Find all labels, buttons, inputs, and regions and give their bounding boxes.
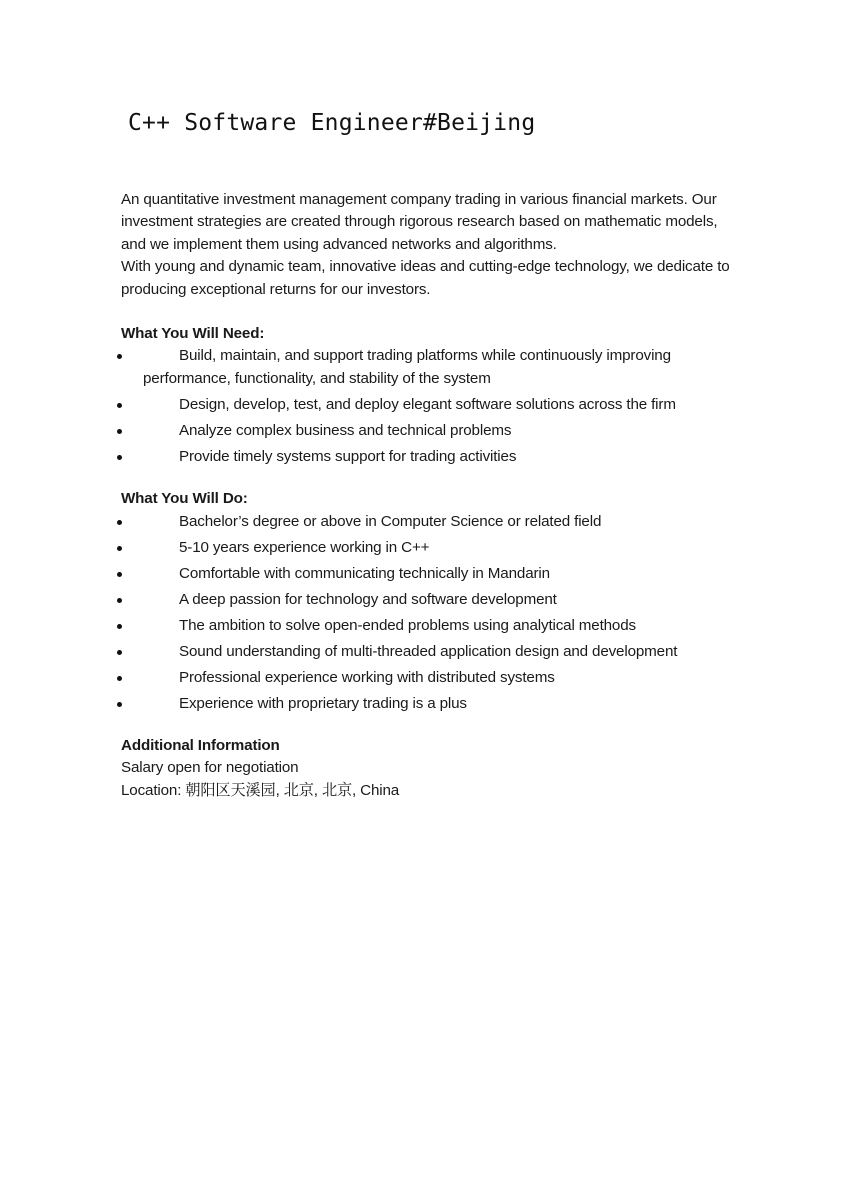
bullet-icon bbox=[117, 429, 122, 434]
list-item: Provide timely systems support for trading activities bbox=[121, 446, 741, 468]
list-item: Build, maintain, and support trading platforms while continuously improving performance, functionality, and stability of the system bbox=[121, 345, 741, 390]
list-item: Design, develop, test, and deploy elegant software solutions across the firm bbox=[121, 394, 741, 416]
list-item: Sound understanding of multi-threaded application design and development bbox=[121, 641, 741, 663]
bullet-icon bbox=[117, 702, 122, 707]
location-text: Location: 朝阳区天溪园, 北京, 北京, China bbox=[121, 781, 400, 799]
bullet-icon bbox=[117, 520, 122, 525]
section-heading-additional: Additional Information bbox=[121, 737, 280, 755]
need-list bbox=[121, 345, 741, 468]
list-item: Bachelor’s degree or above in Computer Science or related field bbox=[121, 511, 741, 533]
bullet-icon bbox=[117, 650, 122, 655]
list-item: Analyze complex business and technical problems bbox=[121, 420, 741, 442]
bullet-icon bbox=[117, 354, 122, 359]
list-item: Comfortable with communicating technically in Mandarin bbox=[121, 563, 741, 585]
bullet-icon bbox=[117, 598, 122, 603]
bullet-icon bbox=[117, 546, 122, 551]
bullet-icon bbox=[117, 455, 122, 460]
section-heading-do: What You Will Do: bbox=[121, 490, 248, 508]
bullet-icon bbox=[117, 676, 122, 681]
list-item: Professional experience working with distributed systems bbox=[121, 667, 741, 689]
list-item: A deep passion for technology and software development bbox=[121, 589, 741, 611]
salary-text: Salary open for negotiation bbox=[121, 759, 299, 777]
intro-paragraph-1: An quantitative investment management company trading in various financial markets. Our investment strategies are created through rigorous research based on mathematic models, and we implement them using advanced networks and algorithms. bbox=[121, 191, 718, 253]
section-heading-need: What You Will Need: bbox=[121, 325, 265, 343]
bullet-icon bbox=[117, 624, 122, 629]
list-item: 5-10 years experience working in C++ bbox=[121, 537, 741, 559]
do-list bbox=[121, 511, 741, 715]
bullet-icon bbox=[117, 572, 122, 577]
list-item: Experience with proprietary trading is a plus bbox=[121, 693, 741, 715]
document-body bbox=[121, 189, 741, 802]
bullet-icon bbox=[117, 403, 122, 408]
page-title: C++ Software Engineer#Beijing bbox=[128, 110, 536, 136]
list-item: The ambition to solve open-ended problems using analytical methods bbox=[121, 615, 741, 637]
intro-paragraph-2: With young and dynamic team, innovative ideas and cutting-edge technology, we dedicate to producing exceptional returns for our investors. bbox=[121, 258, 730, 298]
